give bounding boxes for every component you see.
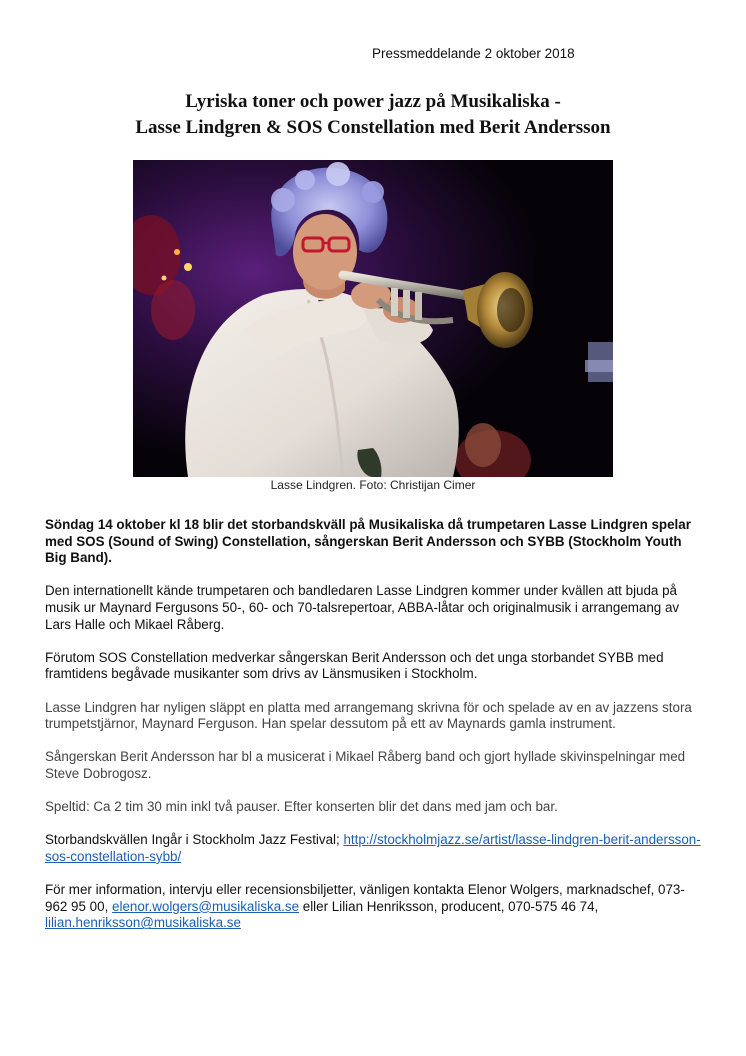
contact-text-2: eller Lilian Henriksson, producent, 070-575 46 74, — [299, 898, 599, 914]
paragraph-program: Den internationellt kände trumpetaren och bandledaren Lasse Lindgren kommer under kvällen att bjuda på musik ur Maynard Fergusons 50-, 60- och 70-talsrepertoar, ABBA-låtar och originalmusik i arrangemang av Lars Halle och Mikael Råberg. — [45, 583, 680, 632]
photo-caption: Lasse Lindgren. Foto: Christijan Cimer — [270, 478, 476, 492]
contact-text-1: För mer information, intervju eller recensionsbiljetter, vänligen kontakta Elenor Wolgers, marknadschef, 073-962 95 00, — [45, 882, 685, 914]
trumpeter-photo — [133, 160, 613, 477]
paragraph-duration: Speltid: Ca 2 tim 30 min inkl två pauser. Efter konserten blir det dans med jam och bar. — [45, 799, 558, 815]
festival-link[interactable]: http://stockholmjazz.se/artist/lasse-lindgren-berit-andersson-sos-constellation-sybb/ — [45, 832, 701, 864]
trumpeter-photo-illustration — [133, 160, 613, 477]
press-release-date: Pressmeddelande 2 oktober 2018 — [372, 46, 575, 61]
paragraph-singer: Sångerskan Berit Andersson har bl a musicerat i Mikael Råberg band och gjort hyllade skivinspelningar med Steve Dobrogosz. — [45, 749, 686, 781]
paragraph-participants: Förutom SOS Constellation medverkar sångerskan Berit Andersson och det unga storbandet SYBB med framtidens begåvade musikanter som drivs av Länsmusiken i Stockholm. — [45, 649, 664, 682]
lead-paragraph: Söndag 14 oktober kl 18 blir det storbandskväll på Musikaliska då trumpetaren Lasse Lindgren spelar med SOS (Sound of Swing) Constellation, sångerskan Berit Andersson och SYBB (Stockholm Youth Big Band). — [45, 517, 691, 566]
email-link-lilian[interactable]: lilian.henriksson@musikaliska.se — [45, 915, 241, 931]
paragraph-contact — [45, 882, 705, 932]
email-link-elenor[interactable]: elenor.wolgers@musikaliska.se — [112, 898, 300, 914]
paragraph-album: Lasse Lindgren har nyligen släppt en platta med arrangemang skrivna för och spelade av en av jazzens stora trumpetstjärnor, Maynard Ferguson. Han spelar dessutom på ett av Maynards gamla instrument. — [45, 699, 692, 732]
festival-text: Storbandskvällen Ingår i Stockholm Jazz Festival; — [45, 832, 344, 848]
article-body — [45, 517, 705, 948]
paragraph-festival — [45, 832, 705, 865]
headline-line-2: Lasse Lindgren & SOS Constellation med Berit Andersson — [135, 117, 611, 138]
headline-line-1: Lyriska toner och power jazz på Musikaliska - — [185, 91, 561, 112]
